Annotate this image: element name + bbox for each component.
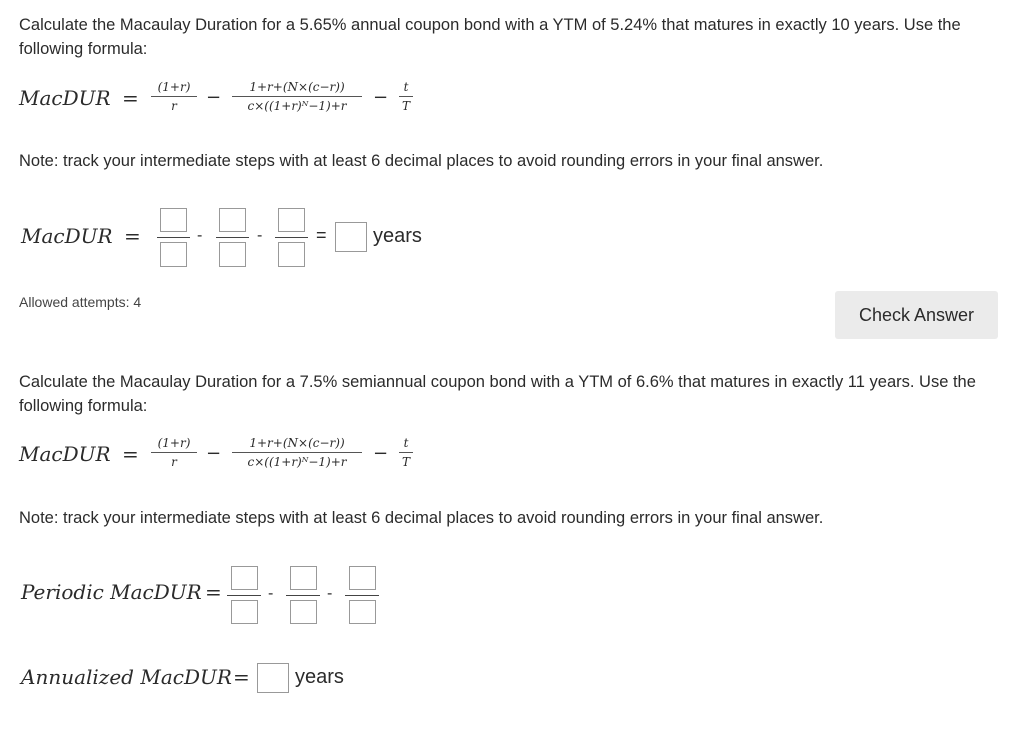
result-equals: = [316, 225, 327, 245]
answer-lhs: MacDUR [21, 224, 113, 248]
formula-term-2: 1+r+(N×(c−r)) c×((1+r)ᴺ−1)+r [232, 436, 362, 469]
formula-term-1: (1+r) r [151, 80, 197, 113]
fraction-bar [216, 237, 249, 238]
term-3-numerator-input[interactable] [278, 208, 305, 232]
formula-term-2: 1+r+(N×(c−r)) c×((1+r)ᴺ−1)+r [232, 80, 362, 113]
question-2-text: Calculate the Macaulay Duration for a 7.5% semiannual coupon bond with a YTM of 6.6% that matures in exactly 11 years. Use the following formula: [19, 373, 976, 415]
periodic-term-1-denominator-input[interactable] [231, 600, 258, 624]
macdur-answer-input[interactable] [335, 222, 367, 252]
question-1-note: Note: track your intermediate steps with at least 6 decimal places to avoid rounding errors in your final answer. [19, 152, 824, 170]
periodic-term-3-numerator-input[interactable] [349, 566, 376, 590]
formula-minus-2: − [373, 87, 389, 108]
units-label: years [373, 225, 422, 247]
allowed-attempts: Allowed attempts: 4 [19, 294, 142, 310]
term-2-denominator-input[interactable] [219, 242, 246, 267]
fraction-bar [345, 595, 379, 596]
periodic-term-1-numerator-input[interactable] [231, 566, 258, 590]
annualized-macdur-label: Annualized MacDUR [21, 665, 232, 689]
term-2-numerator-input[interactable] [219, 208, 246, 232]
fraction-bar [286, 595, 320, 596]
minus-sign: - [257, 227, 263, 244]
periodic-term-2-denominator-input[interactable] [290, 600, 317, 624]
term-3-denominator-input[interactable] [278, 242, 305, 267]
fraction-bar [275, 237, 308, 238]
formula-term-3: t T [399, 436, 413, 469]
minus-sign: - [197, 227, 203, 244]
term-1-numerator-input[interactable] [160, 208, 187, 232]
periodic-term-2-numerator-input[interactable] [290, 566, 317, 590]
answer-equals: = [124, 224, 141, 248]
question-2-note: Note: track your intermediate steps with at least 6 decimal places to avoid rounding errors in your final answer. [19, 509, 824, 527]
question-1-text: Calculate the Macaulay Duration for a 5.65% annual coupon bond with a YTM of 5.24% that matures in exactly 10 years. Use the following formula: [19, 16, 961, 58]
periodic-term-3-denominator-input[interactable] [349, 600, 376, 624]
check-answer-button[interactable]: Check Answer [835, 291, 998, 339]
formula-equals: = [122, 442, 139, 466]
annualized-macdur-input[interactable] [257, 663, 289, 693]
periodic-equals: = [205, 580, 222, 604]
question-2-formula [19, 434, 439, 494]
annualized-equals: = [233, 665, 250, 689]
formula-minus-1: − [206, 87, 222, 108]
formula-minus-1: − [206, 443, 222, 464]
formula-minus-2: − [373, 443, 389, 464]
question-1-formula [19, 78, 439, 138]
formula-term-1: (1+r) r [151, 436, 197, 469]
minus-sign: - [327, 585, 333, 602]
term-1-denominator-input[interactable] [160, 242, 187, 267]
fraction-bar [157, 237, 190, 238]
formula-lhs: MacDUR [19, 86, 111, 110]
minus-sign: - [268, 585, 274, 602]
fraction-bar [227, 595, 261, 596]
formula-equals: = [122, 86, 139, 110]
periodic-macdur-label: Periodic MacDUR [21, 580, 202, 604]
formula-lhs: MacDUR [19, 442, 111, 466]
formula-term-3: t T [399, 80, 413, 113]
units-label: years [295, 666, 344, 688]
